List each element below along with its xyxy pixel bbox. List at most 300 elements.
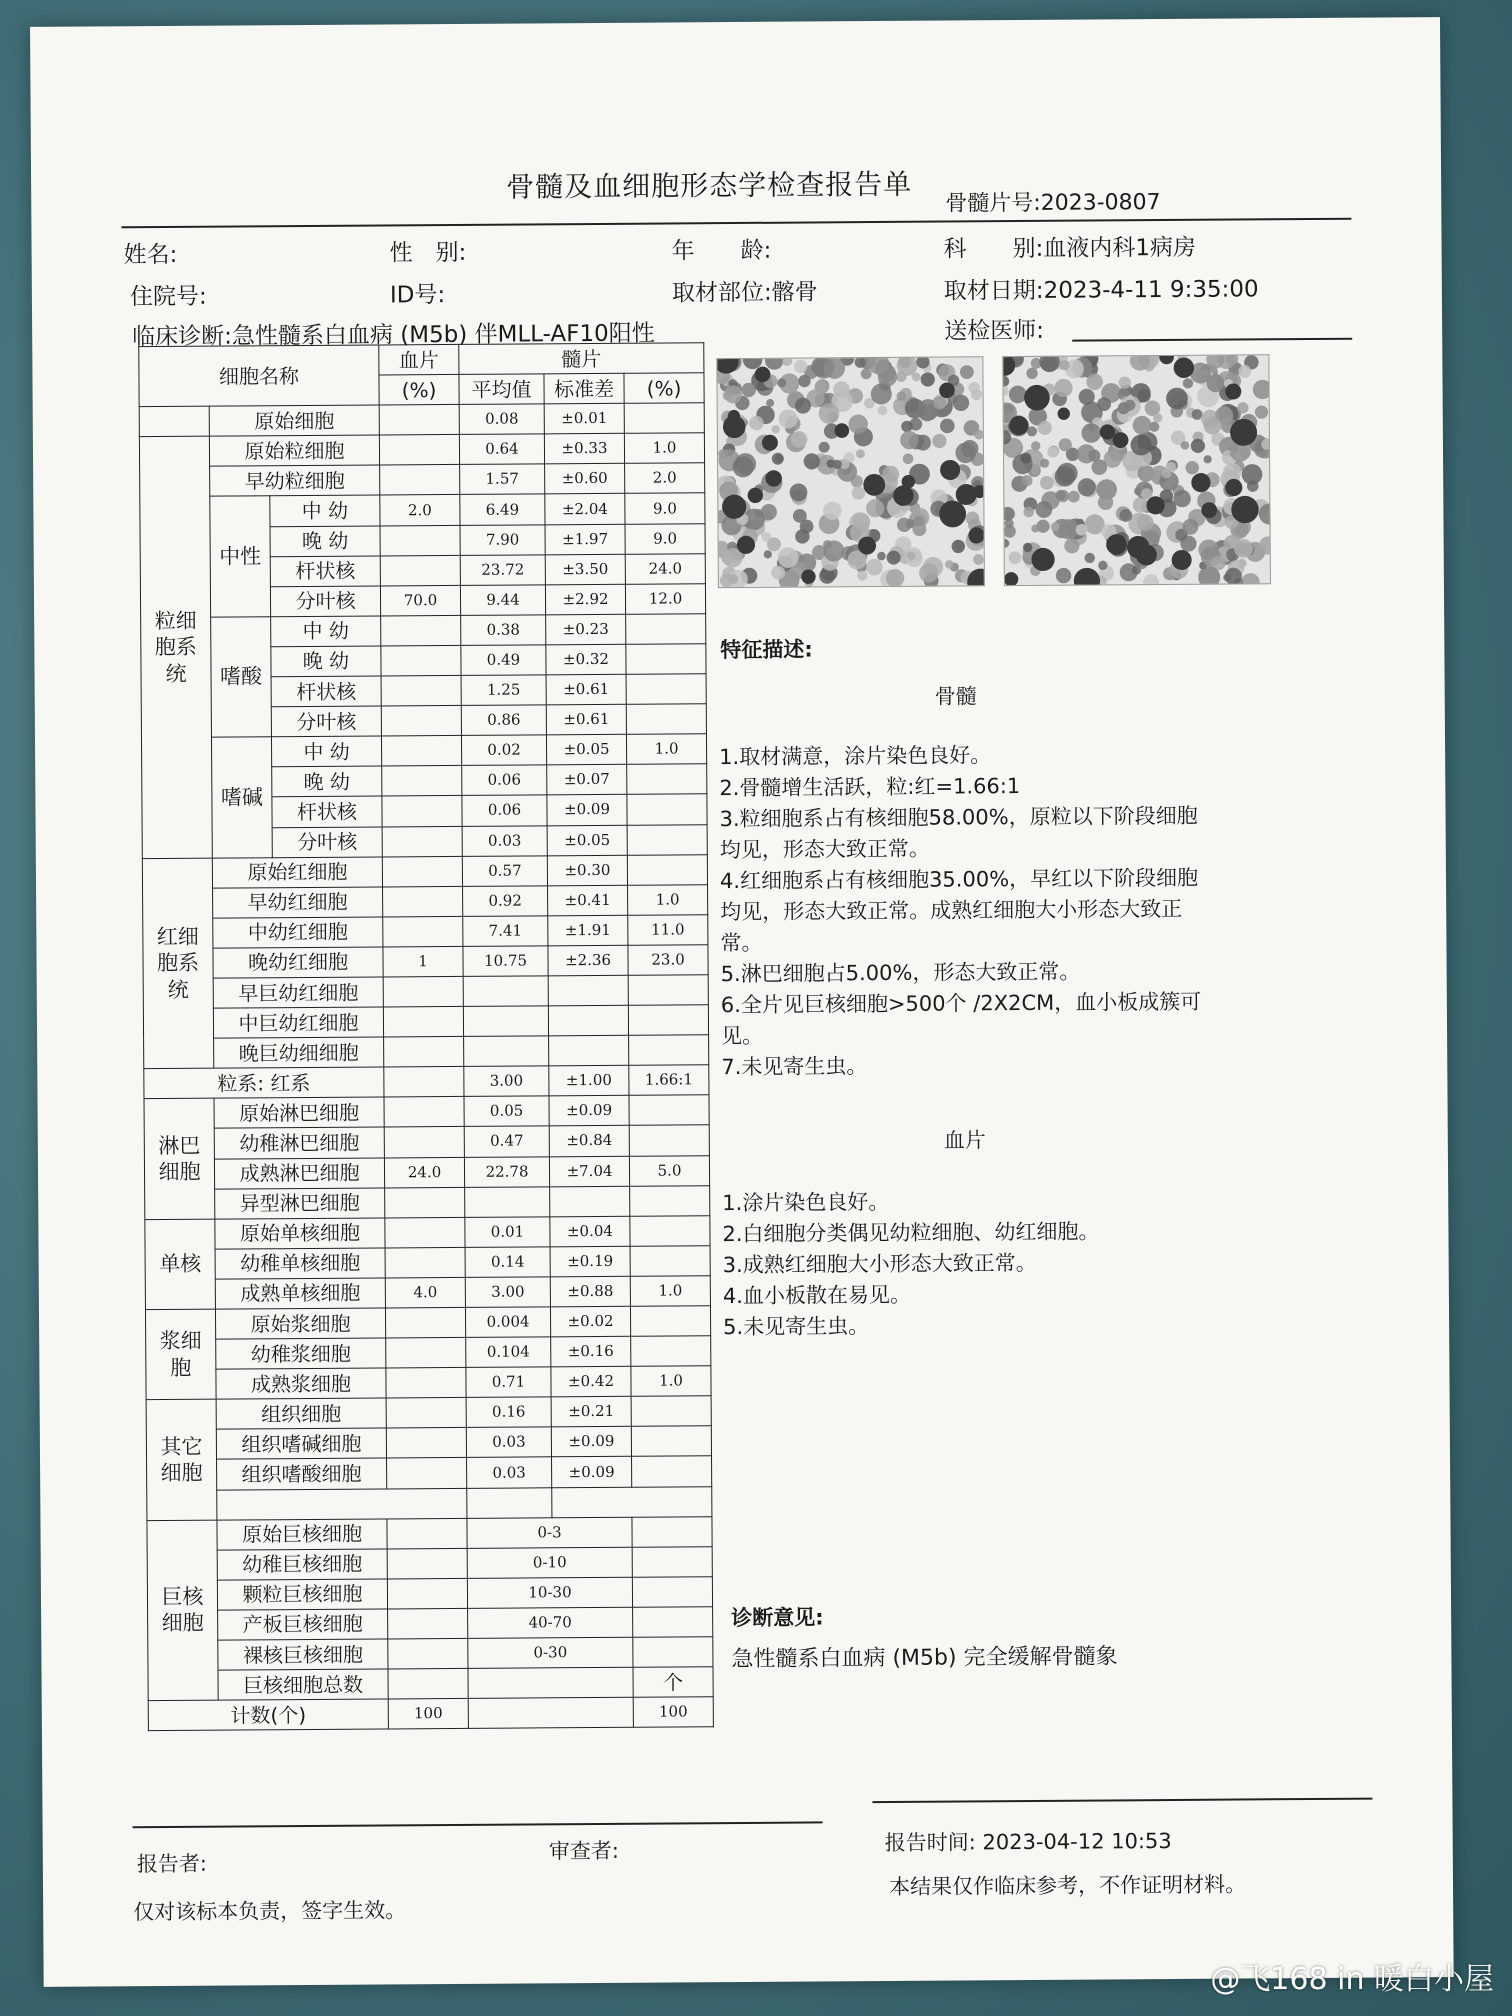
marrow-pct: [626, 644, 706, 675]
blood-value: [380, 525, 460, 556]
marrow-mean: 0.03: [466, 1427, 551, 1458]
marrow-sd: ±0.61: [546, 674, 626, 705]
table-row: [140, 493, 705, 527]
cell-name: 晚幼红细胞: [213, 947, 383, 978]
marrow-sd: ±0.60: [545, 464, 625, 495]
marrow-smear-image-2: [1002, 354, 1271, 586]
cell-name: 组织细胞: [216, 1398, 386, 1429]
header-cell-pct: (%): [379, 375, 459, 406]
diagnosis-heading: 诊断意见:: [731, 1605, 824, 1631]
blood-value: [379, 405, 459, 436]
empty-cell: [388, 1669, 468, 1700]
marrow-mean: 0.38: [461, 615, 546, 646]
blood-value: 70.0: [380, 585, 460, 616]
header-cell-blood: 血片: [379, 344, 459, 375]
table-row: [143, 1005, 708, 1039]
marrow-sd: [549, 1035, 629, 1066]
blood-value: [386, 1338, 466, 1369]
cell-subgroup-label: 嗜酸: [211, 617, 272, 738]
table-row: [148, 1607, 713, 1641]
marrow-sd: ±0.09: [551, 1427, 631, 1458]
marrow-mean: 0.57: [462, 855, 547, 886]
empty-cell: [467, 1487, 552, 1518]
blood-value: [380, 555, 460, 586]
marrow-pct: 1.0: [624, 433, 704, 464]
marrow-mean: 6.49: [460, 494, 545, 525]
finding-line: 2.白细胞分类偶见幼粒细胞、幼红细胞。: [722, 1219, 1100, 1247]
marrow-sd: ±0.30: [547, 855, 627, 886]
table-row: [147, 1456, 712, 1490]
cell-name: 中 幼: [270, 495, 380, 526]
cell-name: 中 幼: [271, 736, 381, 767]
empty-cell: [632, 1516, 712, 1547]
marrow-pct: [629, 1035, 709, 1066]
table-row: [145, 1215, 710, 1249]
blood-value: [381, 675, 461, 706]
marrow-mean: [463, 976, 548, 1007]
blood-value: [386, 1368, 466, 1399]
blood-value: [382, 796, 462, 827]
marrow-mean: 1.25: [461, 675, 546, 706]
table-row: [144, 1095, 709, 1129]
report-title: 骨髓及血细胞形态学检查报告单: [506, 167, 913, 204]
marrow-mean: 22.78: [464, 1156, 549, 1187]
table-row: [145, 1246, 710, 1280]
report-paper: [30, 17, 1454, 1987]
cell-name: 早幼红细胞: [213, 887, 383, 918]
marrow-pct: [629, 1125, 709, 1156]
cell-name: 早幼粒细胞: [210, 465, 380, 496]
empty-cell: [552, 1486, 712, 1517]
empty-cell: [139, 406, 209, 437]
cell-name: 分叶核: [272, 826, 382, 857]
finding-line: 均见，形态大致正常。: [719, 836, 930, 863]
marrow-mean: 0.71: [466, 1367, 551, 1398]
table-row: [139, 433, 704, 467]
blood-value: 24.0: [384, 1157, 464, 1188]
marrow-sd: ±0.42: [551, 1366, 631, 1397]
reviewer-label: 审查者:: [548, 1838, 619, 1864]
marrow-mean: 0.86: [461, 705, 546, 736]
marrow-sd: ±0.84: [549, 1126, 629, 1157]
table-row: [147, 1546, 712, 1580]
marrow-pct: 5.0: [629, 1155, 709, 1186]
marrow-pct: 1.66:1: [629, 1065, 709, 1096]
table-row: [146, 1336, 711, 1370]
blood-value: [384, 1097, 464, 1128]
footer-note-left: 仅对该标本负责，签字生效。: [133, 1898, 407, 1925]
table-row: [146, 1366, 711, 1400]
marrow-mean: 0.05: [464, 1096, 549, 1127]
sample-site: 取材部位:髂骨: [671, 279, 818, 307]
marrow-sd: ±1.00: [549, 1066, 629, 1097]
marrow-mean: 0.92: [463, 886, 548, 917]
cell-name: 原始细胞: [209, 405, 379, 436]
cell-name: 组织嗜酸细胞: [217, 1458, 387, 1489]
cell-name: 原始单核细胞: [215, 1218, 385, 1249]
marrow-pct: 9.0: [625, 493, 705, 524]
mega-range: 0-3: [467, 1517, 632, 1548]
marrow-sd: ±0.02: [550, 1306, 630, 1337]
marrow-mean: 23.72: [460, 554, 545, 585]
empty-cell: [632, 1577, 712, 1608]
table-row: [143, 945, 708, 979]
marrow-mean: [463, 1006, 548, 1037]
blood-value: [379, 435, 459, 466]
blood-value: [387, 1458, 467, 1489]
empty-cell: [387, 1548, 467, 1579]
table-row: [141, 734, 706, 768]
marrow-pct: [626, 614, 706, 645]
marrow-sd: ±2.92: [545, 584, 625, 615]
blood-value: [383, 916, 463, 947]
marrow-pct: [630, 1246, 710, 1277]
marrow-sd: [548, 1005, 628, 1036]
finding-line: 常。: [720, 930, 763, 956]
marrow-pct: [629, 1095, 709, 1126]
marrow-mean: 10.75: [463, 946, 548, 977]
marrow-pct: [630, 1185, 710, 1216]
cell-name: 幼稚浆细胞: [216, 1338, 386, 1369]
marrow-mean: 0.06: [462, 795, 547, 826]
table-row: [141, 614, 706, 648]
marrow-pct: [631, 1396, 711, 1427]
cell-name: 原始粒细胞: [209, 435, 379, 466]
cell-name: 成熟淋巴细胞: [214, 1158, 384, 1189]
marrow-mean: 0.03: [462, 825, 547, 856]
blood-value: [385, 1187, 465, 1218]
finding-line: 4.血小板散在易见。: [722, 1282, 912, 1309]
marrow-mean: 0.004: [465, 1307, 550, 1338]
cell-name: 中幼红细胞: [213, 917, 383, 948]
mega-range: 40-70: [468, 1607, 633, 1638]
empty-cell: [633, 1607, 713, 1638]
marrow-sd: ±0.09: [547, 795, 627, 826]
marrow-pct: [624, 403, 704, 434]
marrow-sd: ±0.05: [547, 825, 627, 856]
marrow-pct: 12.0: [625, 583, 705, 614]
marrow-mean: 7.90: [460, 524, 545, 555]
marrow-pct: 9.0: [625, 523, 705, 554]
marrow-mean: 0.01: [465, 1217, 550, 1248]
blood-value: [384, 1067, 464, 1098]
table-row: [144, 1035, 709, 1069]
marrow-mean: 0.49: [461, 645, 546, 676]
marrow-sd: ±0.21: [551, 1397, 631, 1428]
finding-line: 7.未见寄生虫。: [721, 1054, 868, 1080]
finding-line: 1.涂片染色良好。: [722, 1189, 890, 1216]
clinical-diagnosis: 临床诊断:急性髓系白血病 (M5b) 伴MLL-AF10阳性: [132, 320, 655, 351]
cell-name: 成熟浆细胞: [216, 1368, 386, 1399]
cell-group-label: 巨核细胞: [147, 1520, 218, 1701]
table-row: [143, 975, 708, 1009]
header-cell-pct2: (%): [624, 373, 704, 404]
marrow-pct: [628, 975, 708, 1006]
finding-line: 见。: [720, 1023, 764, 1049]
divider: [133, 1821, 823, 1827]
table-row: [144, 1125, 709, 1159]
header-cell-name: 细胞名称: [139, 345, 379, 407]
mega-total-unit: 个: [633, 1667, 713, 1698]
marrow-pct: 11.0: [628, 914, 708, 945]
department: 科 别:血液内科1病房: [943, 234, 1197, 263]
blood-value: [383, 1006, 463, 1037]
blood-value: [381, 645, 461, 676]
marrow-mean: [465, 1186, 550, 1217]
cell-name: 颗粒巨核细胞: [217, 1579, 387, 1610]
marrow-sd: ±0.88: [550, 1276, 630, 1307]
blood-findings: [722, 1185, 1100, 1343]
header-cell-mean: 平均值: [459, 374, 544, 405]
marrow-findings: [719, 739, 1202, 1083]
blood-value: 1: [383, 946, 463, 977]
marrow-sd: ±3.50: [545, 554, 625, 585]
cell-name: 晚 幼: [271, 646, 381, 677]
marrow-smear-image-1: [716, 356, 985, 588]
cell-group-label: 单核: [145, 1219, 216, 1310]
blood-value: [384, 1127, 464, 1158]
marrow-section-title: 骨髓: [934, 684, 977, 709]
cell-name: 杆状核: [270, 556, 380, 587]
table-row: [148, 1697, 713, 1731]
footer-note-right: 本结果仅作临床参考，不作证明材料。: [888, 1872, 1247, 1899]
marrow-sd: ±0.61: [546, 704, 626, 735]
empty-cell: [388, 1638, 468, 1669]
cell-group-label: 其它细胞: [146, 1399, 217, 1520]
finding-line: 4.红细胞系占有核细胞35.00%，早红以下阶段细胞: [719, 865, 1199, 894]
finding-line: 6.全片见巨核细胞>500个 /2X2CM，血小板成簇可: [720, 989, 1202, 1018]
marrow-mean: 7.41: [463, 916, 548, 947]
cell-name: 原始淋巴细胞: [214, 1097, 384, 1128]
sex-label: 性 别:: [389, 239, 467, 267]
count-label: 计数(个): [148, 1699, 388, 1731]
header-cell-marrow: 髓片: [459, 343, 704, 375]
cell-name: 产板巨核细胞: [218, 1609, 388, 1640]
marrow-sd: ±0.16: [551, 1336, 631, 1367]
marrow-sd: ±1.97: [545, 524, 625, 555]
marrow-mean: 0.64: [459, 434, 544, 465]
blood-value: [381, 706, 461, 737]
cell-name: 分叶核: [270, 586, 380, 617]
blood-value: 4.0: [385, 1277, 465, 1308]
marrow-mean: 0.02: [461, 735, 546, 766]
table-row: [147, 1486, 712, 1520]
marrow-pct: [627, 764, 707, 795]
patient-name-label: 姓名:: [123, 241, 178, 269]
marrow-sd: ±0.05: [546, 734, 626, 765]
marrow-pct: 1.0: [628, 884, 708, 915]
divider: [1072, 338, 1352, 341]
marrow-pct: 1.0: [626, 734, 706, 765]
age-label: 年 龄:: [671, 237, 772, 265]
marrow-sd: ±0.19: [550, 1246, 630, 1277]
cell-group-label: 淋巴细胞: [144, 1099, 215, 1220]
features-heading: 特征描述:: [720, 637, 813, 663]
empty-cell: [632, 1546, 712, 1577]
table-row: [143, 914, 708, 948]
cell-group-label: 粒细胞系统: [139, 436, 212, 858]
cell-name: 成熟单核细胞: [215, 1278, 385, 1309]
table-row: [145, 1276, 710, 1310]
marrow-mean: 0.47: [464, 1126, 549, 1157]
cell-name: 幼稚巨核细胞: [217, 1549, 387, 1580]
marrow-mean: 3.00: [464, 1066, 549, 1097]
empty-cell: [468, 1697, 633, 1728]
count-blood: 100: [388, 1699, 468, 1730]
table-row: [148, 1667, 713, 1701]
marrow-pct: [631, 1336, 711, 1367]
cell-name: 原始巨核细胞: [217, 1519, 387, 1550]
table-row: [147, 1516, 712, 1550]
empty-cell: [468, 1667, 633, 1698]
cell-name: 裸核巨核细胞: [218, 1639, 388, 1670]
marrow-pct: [627, 794, 707, 825]
cell-group-label: 浆细胞: [145, 1309, 216, 1400]
blood-value: [381, 736, 461, 767]
cell-name: 组织嗜碱细胞: [216, 1428, 386, 1459]
header-cell-sd: 标准差: [544, 373, 624, 404]
marrow-sd: ±0.23: [546, 614, 626, 645]
marrow-sd: ±2.36: [548, 945, 628, 976]
finding-line: 3.成熟红细胞大小形态大致正常。: [722, 1250, 1037, 1278]
marrow-mean: 0.104: [466, 1337, 551, 1368]
marrow-sd: ±0.41: [548, 885, 628, 916]
reporter-label: 报告者:: [136, 1851, 208, 1877]
divider: [121, 218, 1351, 229]
blood-value: [383, 886, 463, 917]
sample-date: 取材日期:2023-4-11 9:35:00: [943, 276, 1259, 305]
finding-line: 1.取材满意，涂片染色良好。: [719, 743, 992, 770]
cell-group-label: 红细胞系统: [142, 858, 213, 1069]
blood-value: [383, 976, 463, 1007]
doctor-label: 送检医师:: [944, 317, 1045, 345]
cell-name: 原始红细胞: [212, 857, 382, 888]
marrow-sd: ±1.91: [548, 915, 628, 946]
marrow-pct: [628, 1005, 708, 1036]
cell-subgroup-label: 嗜碱: [211, 737, 272, 858]
marrow-mean: 1.57: [460, 464, 545, 495]
table-row: [142, 854, 707, 888]
cell-name: 杆状核: [271, 676, 381, 707]
empty-cell: [633, 1637, 713, 1668]
cell-name: 早巨幼红细胞: [213, 977, 383, 1008]
marrow-sd: ±2.04: [545, 494, 625, 525]
blood-value: [385, 1307, 465, 1338]
blood-section-title: 血片: [943, 1128, 986, 1153]
cell-name: 分叶核: [271, 706, 381, 737]
table-row: [145, 1185, 710, 1219]
blood-value: [386, 1428, 466, 1459]
cell-name: 晚巨幼细细胞: [214, 1037, 384, 1068]
mega-range: 0-30: [468, 1637, 633, 1668]
table-row: [139, 343, 704, 377]
marrow-pct: [630, 1215, 710, 1246]
marrow-sd: ±7.04: [549, 1156, 629, 1187]
marrow-pct: 1.0: [630, 1276, 710, 1307]
marrow-pct: [627, 854, 707, 885]
marrow-sd: ±0.01: [544, 403, 624, 434]
finding-line: 3.粒细胞系占有核细胞58.00%，原粒以下阶段细胞: [719, 803, 1198, 832]
table-row: [145, 1306, 710, 1340]
marrow-pct: [631, 1426, 711, 1457]
marrow-pct: [627, 824, 707, 855]
empty-cell: [387, 1518, 467, 1549]
cell-name: 中巨幼红细胞: [213, 1007, 383, 1038]
finding-line: 5.淋巴细胞占5.00%，形态大致正常。: [720, 959, 1081, 987]
diagnosis-text: 急性髓系白血病 (M5b) 完全缓解骨髓象: [731, 1644, 1118, 1673]
table-row: [147, 1577, 712, 1611]
report-time: 报告时间: 2023-04-12 10:53: [884, 1828, 1172, 1855]
marrow-sd: [548, 975, 628, 1006]
table-row: [148, 1637, 713, 1671]
count-marrow: 100: [633, 1697, 713, 1728]
marrow-sd: ±0.07: [547, 765, 627, 796]
empty-cell: [388, 1608, 468, 1639]
marrow-sd: ±0.33: [544, 434, 624, 465]
cell-name: 晚 幼: [270, 526, 380, 557]
finding-line: 5.未见寄生虫。: [723, 1314, 870, 1340]
cell-name: 粒系: 红系: [144, 1067, 384, 1099]
cell-name: 晚 幼: [272, 766, 382, 797]
marrow-pct: 24.0: [625, 553, 705, 584]
finding-line: 2.骨髓增生活跃，粒:红=1.66:1: [719, 774, 1021, 801]
blood-value: [384, 1037, 464, 1068]
marrow-sd: ±0.32: [546, 644, 626, 675]
marrow-pct: 23.0: [628, 945, 708, 976]
watermark: @飞168 in 暖白小屋: [1210, 1962, 1494, 1997]
blood-value: [380, 465, 460, 496]
cell-name: 原始浆细胞: [215, 1308, 385, 1339]
cell-name: 杆状核: [272, 796, 382, 827]
table-row: [144, 1155, 709, 1189]
cell-name: 中 幼: [271, 616, 381, 647]
blood-value: [385, 1247, 465, 1278]
marrow-pct: [632, 1456, 712, 1487]
marrow-mean: [464, 1036, 549, 1067]
marrow-pct: [626, 704, 706, 735]
divider: [872, 1798, 1372, 1803]
empty-cell: [387, 1578, 467, 1609]
blood-value: 2.0: [380, 495, 460, 526]
marrow-mean: 0.03: [467, 1457, 552, 1488]
marrow-sd: [550, 1186, 630, 1217]
mega-range: 10-30: [467, 1577, 632, 1608]
table-row: [146, 1426, 711, 1460]
blood-value: [382, 856, 462, 887]
id-label: ID号:: [389, 282, 446, 309]
blood-value: [386, 1398, 466, 1429]
marrow-pct: 1.0: [631, 1366, 711, 1397]
marrow-sd: ±0.09: [552, 1457, 632, 1488]
marrow-sd: ±0.04: [550, 1216, 630, 1247]
marrow-mean: 0.16: [466, 1397, 551, 1428]
blood-value: [382, 766, 462, 797]
marrow-mean: 0.14: [465, 1247, 550, 1278]
table-row: [146, 1396, 711, 1430]
cell-name: 巨核细胞总数: [218, 1669, 388, 1700]
empty-cell: [217, 1488, 467, 1520]
cell-count-table: [138, 342, 714, 1731]
cell-name: 幼稚淋巴细胞: [214, 1127, 384, 1158]
marrow-mean: 0.08: [459, 404, 544, 435]
marrow-mean: 3.00: [465, 1277, 550, 1308]
cell-name: 幼稚单核细胞: [215, 1248, 385, 1279]
blood-value: [385, 1217, 465, 1248]
blood-value: [381, 615, 461, 646]
cell-subgroup-label: 中性: [210, 496, 271, 617]
marrow-pct: 2.0: [625, 463, 705, 494]
marrow-mean: 0.06: [462, 765, 547, 796]
